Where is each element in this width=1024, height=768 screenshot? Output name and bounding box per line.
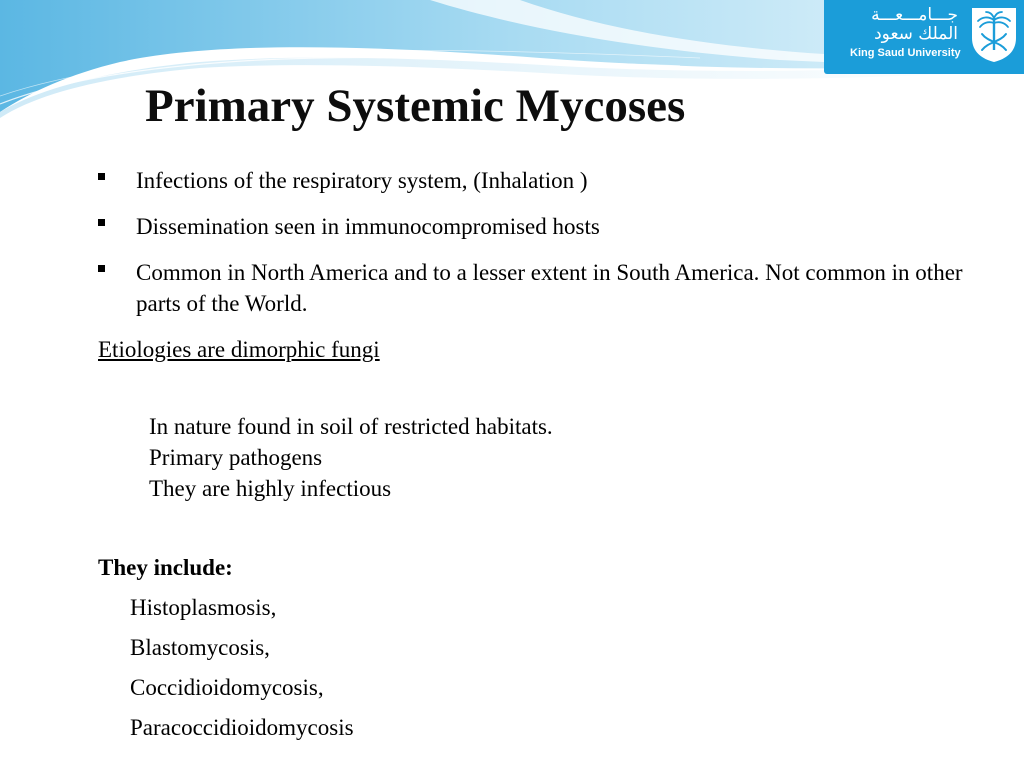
bullet-text: Infections of the respiratory system, (Inhalation ) bbox=[136, 168, 588, 193]
slide-title: Primary Systemic Mycoses bbox=[145, 80, 686, 132]
nature-line: Primary pathogens bbox=[149, 445, 323, 470]
include-heading: They include: bbox=[98, 555, 233, 580]
disease-item: Histoplasmosis, bbox=[130, 595, 277, 620]
disease-item: Coccidioidomycosis, bbox=[130, 675, 324, 700]
bullet-text: Common in North America and to a lesser extent in South America. Not common in other parts of the World. bbox=[136, 260, 963, 316]
square-bullet-icon bbox=[98, 173, 105, 180]
nature-line: They are highly infectious bbox=[149, 476, 392, 501]
nature-line: In nature found in soil of restricted habitats. bbox=[149, 414, 553, 439]
palm-emblem-icon bbox=[968, 4, 1020, 64]
logo-english-name: King Saud University bbox=[850, 47, 961, 59]
square-bullet-icon bbox=[98, 219, 105, 226]
logo-arabic-line2: الملك سعود bbox=[874, 24, 958, 44]
bullet-text: Dissemination seen in immunocompromised hosts bbox=[136, 214, 600, 239]
university-logo bbox=[824, 0, 1024, 74]
etiology-line: Etiologies are dimorphic fungi bbox=[98, 337, 380, 362]
logo-arabic-line1: جـــامـــعـــة bbox=[871, 5, 958, 25]
disease-item: Paracoccidioidomycosis bbox=[130, 715, 354, 740]
square-bullet-icon bbox=[98, 265, 105, 272]
disease-item: Blastomycosis, bbox=[130, 635, 270, 660]
